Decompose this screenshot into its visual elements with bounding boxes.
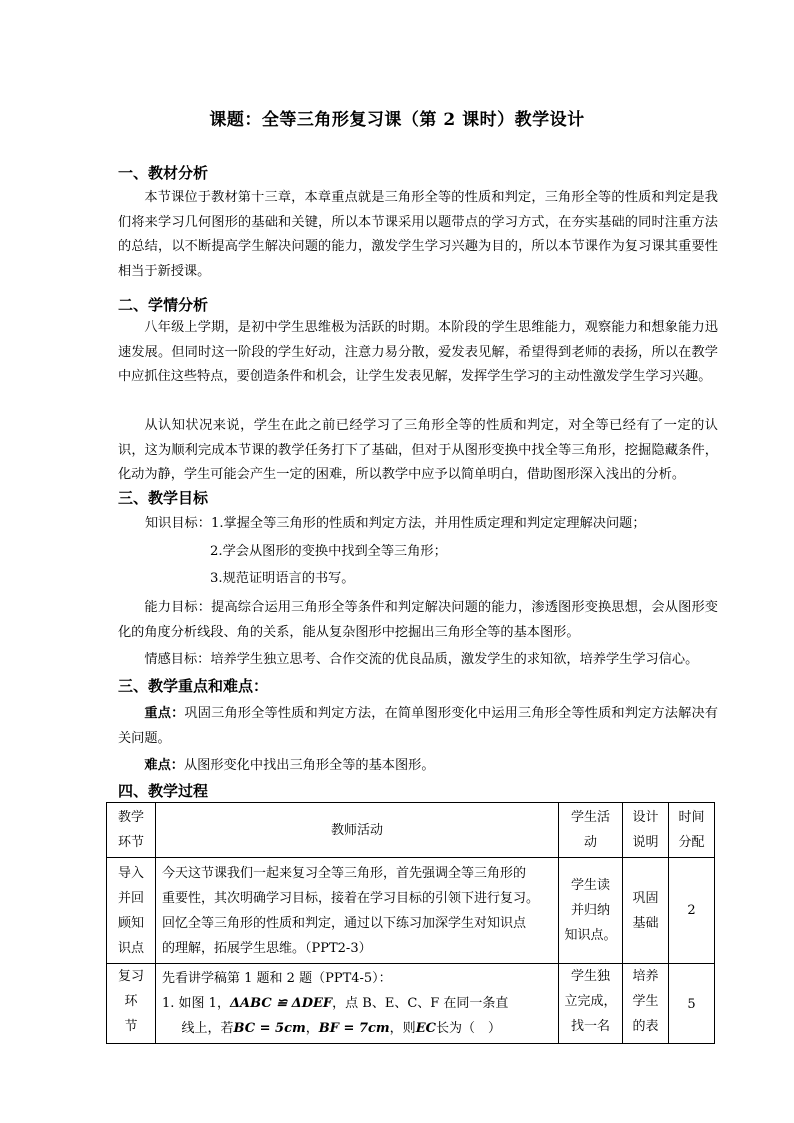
emotion-goal: 情感目标：培养学生独立思考、合作交流的优良品质，激发学生的求知欲，培养学生学习信心。 (144, 652, 699, 667)
key-point-paragraph (118, 702, 718, 751)
knowledge-goal-3: 3.规范证明语言的书写。 (210, 571, 355, 586)
row2-time: 5 (669, 964, 715, 1044)
header-stage: 教学 环节 (107, 803, 156, 858)
ec-expression: EC (415, 1021, 436, 1036)
difficulty-paragraph (118, 754, 718, 779)
key-point-text: 巩固三角形全等性质和判定方法，在简单图形变化中运用三角形全等性质和判定方法解决有关问题。 (118, 706, 718, 746)
row2-teacher-activity: 先看讲学稿第 1 题和 2 题（PPT4-5）： 1. 如图 1，ΔABC ≌ ΔDEF，点 B、E、C、F 在同一条直 线上，若BC = 5cm，BF = 7cm，则EC长为（ ） (156, 964, 559, 1044)
bf-expression: BF = 7cm (318, 1021, 390, 1036)
bc-expression: BC = 5cm (233, 1021, 306, 1036)
teaching-process-table (106, 802, 715, 1044)
paragraph-student-analysis-2: 从认知状况来说，学生在此之前已经学习了三角形全等的性质和判定，对全等已经有了一定的认识，这为顺利完成本节课的教学任务打下了基础，但对于从图形变换中找全等三角形，挖掘隐藏条件，化动为静，学生可能会产生一定的困难，所以教学中应予以简单明白，借助图形深入浅出的分析。 (118, 418, 718, 482)
section-heading-teaching-goals: 三、教学目标 (118, 489, 209, 507)
header-design-notes: 设计 说明 (623, 803, 669, 858)
row1-design-notes: 巩固 基础 (623, 858, 669, 964)
knowledge-goal-line-1 (145, 512, 646, 537)
knowledge-goal-2: 2.学会从图形的变换中找到全等三角形； (210, 544, 447, 559)
paragraph-textbook-analysis: 本节课位于教材第十三章，本章重点就是三角形全等的性质和判定，三角形全等的性质和判定是我们将来学习几何图形的基础和关键，所以本节课采用以题带点的学习方式，在夯实基础的同时注重方法的总结，以不断提高学生解决问题的能力，激发学生学习兴趣为目的，所以本节课作为复习课其重要性相当于新授课。 (118, 190, 718, 279)
row2-student-activity: 学生独 立完成， 找一名 (559, 964, 623, 1044)
header-teacher-activity: 教师活动 (156, 803, 559, 858)
row1-stage: 导入 并回 顾知 识点 (107, 858, 156, 964)
row1-time: 2 (669, 858, 715, 964)
ability-goal: 能力目标：提高综合运用三角形全等条件和判定解决问题的能力，渗透图形变换思想，会从图形变化的角度分析线段、角的关系，能从复杂图形中挖掘出三角形全等的基本图形。 (118, 600, 718, 640)
exercise-1-line-2: 线上，若BC = 5cm，BF = 7cm，则EC长为（ ） (181, 1021, 501, 1036)
congruence-expression: ΔABC ≌ ΔDEF (229, 996, 333, 1011)
row2-stage: 复习 环 节 (107, 964, 156, 1044)
header-time: 时间 分配 (669, 803, 715, 858)
section-heading-textbook-analysis: 一、教材分析 (118, 164, 209, 182)
key-point-label: 重点： (144, 706, 185, 721)
difficulty-label: 难点： (144, 758, 184, 773)
row1-student-activity: 学生读 并归纳 知识点。 (559, 858, 623, 964)
knowledge-goal-label: 知识目标： (145, 516, 211, 531)
table-row (107, 858, 715, 964)
knowledge-goal-1: 1.掌握全等三角形的性质和判定方法，并用性质定理和判定定理解决问题； (210, 516, 646, 531)
table-header-row (107, 803, 715, 858)
exercise-1-line-1: 1. 如图 1，ΔABC ≌ ΔDEF，点 B、E、C、F 在同一条直 (162, 996, 509, 1011)
table-row (107, 964, 715, 1044)
section-heading-key-points: 三、教学重点和难点： (118, 677, 269, 695)
row1-teacher-activity: 今天这节课我们一起来复习全等三角形，首先强调全等三角形的 重要性，其次明确学习目标，接着在学习目标的引领下进行复习。 回忆全等三角形的性质和判定，通过以下练习加深学生对知识点 的理解，拓展学生思维。（PPT2-3） (156, 858, 559, 964)
row2-design-notes: 培养 学生 的表 (623, 964, 669, 1044)
difficulty-text: 从图形变化中找出三角形全等的基本图形。 (183, 758, 435, 773)
paragraph-student-analysis-1: 八年级上学期，是初中学生思维极为活跃的时期。本阶段的学生思维能力，观察能力和想象能力迅速发展。但同时这一阶段的学生好动，注意力易分散，爱发表见解，希望得到老师的表扬，所以在教学中应抓住这些特点，要创造条件和机会，让学生发表见解，发挥学生学习的主动性激发学生学习兴趣。 (118, 320, 718, 384)
page-title: 课题：全等三角形复习课（第 2 课时）教学设计 (209, 110, 585, 130)
section-heading-student-analysis: 二、学情分析 (118, 296, 209, 314)
section-heading-teaching-process: 四、教学过程 (118, 782, 209, 800)
header-student-activity: 学生活 动 (559, 803, 623, 858)
